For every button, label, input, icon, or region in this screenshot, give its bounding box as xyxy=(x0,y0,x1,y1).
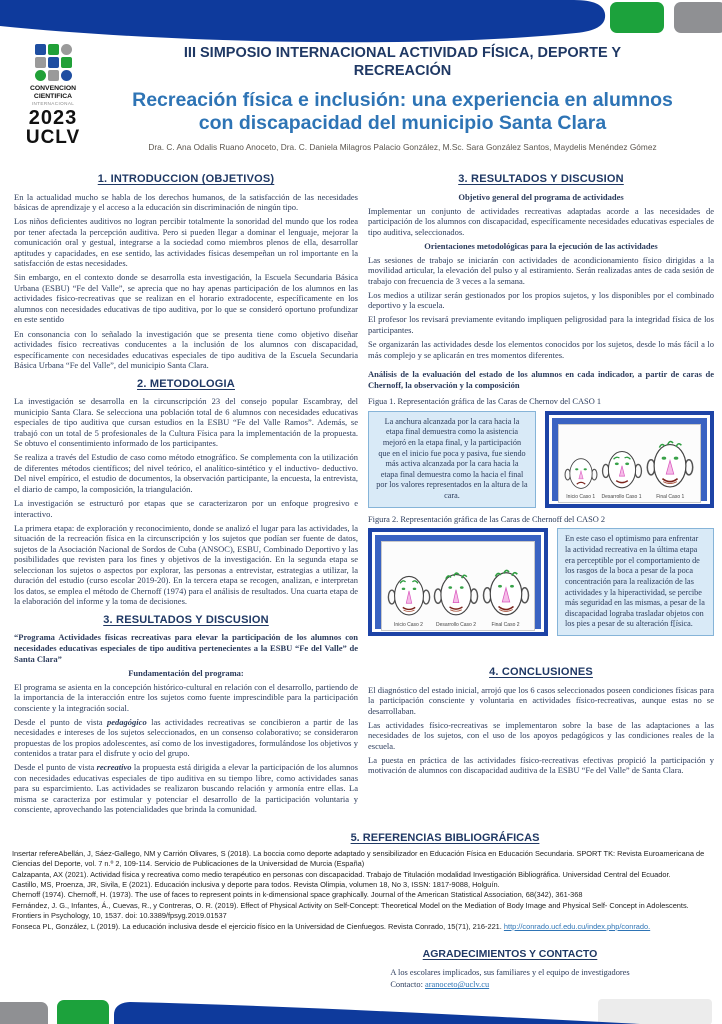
logo-line2: CIENTIFICA xyxy=(33,92,73,100)
objetivo-heading: Objetivo general del programa de actividades xyxy=(458,191,624,202)
chernoff-face xyxy=(482,565,530,621)
footer-wave-band xyxy=(0,994,722,1024)
left-column xyxy=(14,166,358,818)
section-heading-introduccion: 1. INTRODUCCION (OBJETIVOS) xyxy=(97,173,275,185)
face-label: Desarrollo Caso 2 xyxy=(435,621,477,628)
metodologia-paragraph: Se realiza a través del Estudio de caso como método etnográfico. Se complementa con la utilización de diferentes métodos científicos; del nivel teórico, el analítico-sintético y el inductivo- deductivo. Del nivel empírico, el estudio de documentos, la observación participante, la encuesta, la entrevista, el diario de campo, la composición, la triangulación. xyxy=(14,452,358,494)
logo-line3: INTERNACIONAL xyxy=(31,100,75,106)
conclusion-paragraph: El diagnóstico del estado inicial, arrojó que los 6 casos seleccionados poseen condiciones físicas para la participación consciente y voluntaria en actividades físico-recreativas, aunque estas no se desarrollaban. xyxy=(368,684,714,716)
orientaciones-heading: Orientaciones metodológicas para la ejecución de las actividades xyxy=(424,240,658,251)
metodologia-paragraph: La investigación se desarrolla en la circunscripción 23 del consejo popular Escambray, del municipio Santa Clara. Se selecciona una población total de 6 alumnos con necesidades educativas especiales de tipo auditiva que cursan estudios en la ESBU “Fe del Valle Ramos”. Además, se trabajó con un total de 5 profesionales de la Cultura Física para la implementación de la propuesta. Se obtuvo el consentimiento informado de los participantes. xyxy=(14,396,358,449)
intro-paragraph: Sin embargo, en el contexto donde se desarrolla esta investigación, la Escuela Secundaria Básica Urbana (ESBU) “Fe del Valle”, se aprecia que no hay apenas participación de los alumnos en las actividades físico-recreativas que se realizan en el horario extradocente, específicamente en los alumnos con necesidades educativas de tipo auditiva, por lo que se consideró oportuno profundizar en este sentido xyxy=(14,272,358,325)
section-heading-resultados-left: 3. RESULTADOS Y DISCUSION xyxy=(103,613,269,626)
section-heading-referencias: 5. REFERENCIAS BIBLIOGRÁFICAS xyxy=(350,832,540,844)
section-heading-resultados-right: 3. RESULTADOS Y DISCUSION xyxy=(458,173,624,185)
figure1-caption: Figua 1. Representación gráfica de las Caras de Chernov del CASO 1 xyxy=(368,397,602,407)
acknowledgements-line: A los escolares implicados, sus familiares y el equipo de investigadores xyxy=(390,968,630,977)
fundamentacion-heading: Fundamentación del programa: xyxy=(128,667,244,678)
logo-squares-icon xyxy=(24,44,82,81)
face-label: Inicio Caso 2 xyxy=(394,621,423,628)
logo-year: 2023 xyxy=(28,107,78,130)
right-column xyxy=(368,166,714,780)
orientaciones-paragraph: El profesor los revisará previamente evitando impliquen peligrosidad para la integridad física de los participantes. xyxy=(368,314,714,335)
reference-item: Castillo, MS, Proenza, JR, Sivila, E (2021). Educación inclusiva y deporte para todos. Revista Olimpia, volumen 18, No 3, ISSN: 1817-9088, Holguín. xyxy=(12,880,500,890)
logo-org: UCLV xyxy=(25,127,81,149)
conclusion-paragraph: La puesta en práctica de las actividades físico-recreativas efectivas propició la participación y motivación de alumnos con discapacidad auditiva de la ESBU “Fe del Valle” de Santa Clara. xyxy=(368,754,714,776)
section-heading-conclusiones: 4. CONCLUSIONES xyxy=(489,666,593,679)
acknowledgements-body xyxy=(390,967,629,991)
metodologia-paragraph: La investigación se estructuró por etapas que se caracterizaron por un enfoque progresivo e interactivo. xyxy=(14,498,358,519)
program-title: “Programa Actividades físicas recreativas para elevar la participación de los alumnos con necesidades educativas especiales de tipo auditiva pertenecientes a la ESBU “Fe del Valle” de Santa Clara” xyxy=(14,632,358,664)
header-titles xyxy=(95,44,710,152)
contact-email-link[interactable]: aranoceto@uclv.cu xyxy=(425,980,490,990)
figure2-row xyxy=(368,528,714,636)
conrado-journal-link[interactable]: http://conrado.ucf.edu.cu/index.php/conrado. xyxy=(503,921,651,931)
section-heading-metodologia: 2. METODOLOGIA xyxy=(137,377,235,390)
authors-line: Dra. C. Ana Odalis Ruano Anoceto, Dra. C. Daniela Milagros Palacio González, M.Sc. Sara González Santos, Maydelis Menéndez Gómez xyxy=(148,142,657,153)
objetivo-paragraph: Implementar un conjunto de actividades recreativas adaptadas acorde a las necesidades de participación de los alumnos con discapacidad, específicamente necesidades educativas especiales de tipo auditiva, seleccionados. xyxy=(368,205,714,237)
reference-item: Fonseca PL, González, L (2019). La educación inclusiva desde el ejercicio físico en la Universidad de Cienfuegos. Revista Conrado, 15(71), 216-221. http://conrado.ucf.edu.cu/index.php/conrado. xyxy=(12,921,651,931)
chernoff-face xyxy=(601,445,643,493)
figure1-row xyxy=(368,411,714,508)
orientaciones-paragraph: Las sesiones de trabajo se iniciarán con actividades de acondicionamiento físico dirigidas a la movilidad articular, la elevación del pulso y al estiramiento. Serán realizadas antes de cada sesión de trabajo con frecuencia de 3 veces a la semana. xyxy=(368,254,714,286)
intro-paragraph: En la actualidad mucho se habla de los derechos humanos, de la satisfacción de las necesidades básicas de aprendizaje y el acceso a la educación sin discriminación de ningún tipo. xyxy=(14,191,358,213)
fundamentacion-paragraph: El programa se asienta en la concepción histórico-cultural en relación con el desarrollo, partiendo de la importancia de la interacción entre los sujetos como fuente imprescindible para la participación consciente y la integración social. xyxy=(14,681,358,713)
figure1-note-box: La anchura alcanzada por la cara hacia la etapa final demuestra como la asistencia mejoró en la etapa final, y la participación que en el inicio fue poca y pasiva, fue siendo más activa alcanzada por la cara hacia la etapa final demuestra como la hacia el final por los valores representados en la altura de la cara. xyxy=(368,411,536,508)
acknowledgements-block xyxy=(300,948,720,992)
symposium-title: III SIMPOSIO INTERNACIONAL ACTIVIDAD FÍSICA, DEPORTE Y RECREACIÓN xyxy=(183,45,622,80)
uclv-convention-logo xyxy=(24,44,82,147)
intro-paragraph: En consonancia con lo señalado la investigación que se presenta tiene como objetivo diseñar actividades físico recreativas conducentes a la inclusión de los alumnos con discapacidad, específicamente con necesidades educativas especiales de tipo auditiva de la Escuela Secundaria Básica Urbana “Fe del Valle”, del municipio Santa Clara. xyxy=(14,328,358,371)
fundamentacion-paragraph: Desde el punto de vista recreativo la propuesta está dirigida a elevar la participación de los alumnos con necesidades educativas especiales de tipo auditiva en su tiempo libre, como actividades sanas para su esparcimiento. Las actividades se realizaron buscando relación y armonía entre ellas. La misma se caracteriza por estimular y potenciar el desarrollo de la participación voluntaria y consciente, aprovechando las potencialidades que brinda la comunidad. xyxy=(14,762,358,815)
reference-item: Fernández, J. G., Infantes, Á., Cuevas, R., y Contreras, O. R. (2019). Effect of Physical Activity on Self-Concept: Theoretical Model on the Mediation of Body Image and Physical Self- Concept in Adolescents. Frontiers in Psychology, 10, 1537. doi: 10.3389/fpsyg.2019.01537 xyxy=(12,900,689,921)
reference-item: Insertar refereAbellán, J, Sáez-Gallego, NM y Carrión Olivares, S (2018). La boccia como deporte adaptado y sensibilizador en Educación Física en Educación Secundaria. SPORT TK: Revista Euroamericana de Ciencias del Deporte, vol. 7 n.º 2, 109-114. Servicio de Publicaciones de la Universidad de Murcia (España) xyxy=(12,849,705,869)
reference-item: Calzapanta, AX (2021). Actividad física y recreativa como medio terapéutico en personas con discapacidad. Trabajo de Titulación modalidad Investigación Bibliográfica. Universidad Central del Ecuador. xyxy=(12,869,671,879)
chernoff-face xyxy=(387,569,431,621)
logo-line1: CONVENCION xyxy=(29,85,77,92)
orientaciones-paragraph: Se organizarán las actividades desde los elementos conocidos por los sujetos, desde lo más fácil a lo más complejo y se aplicarán en tres momentos diferentes. xyxy=(368,339,714,360)
figure2-note-box: En este caso el optimismo para enfrentar la actividad recreativa en la última etapa era perceptible por el comportamiento de los rasgos de la boca a pesar de la poca concentración para la realización de las actividades y la hiperactividad, se percibe más seguridad en las mismas, a pesar de la discapacidad lograba trasladar objetos con los pies a pesar de su alteración f[ísica. xyxy=(557,528,714,636)
face-label: Final Caso 1 xyxy=(656,493,685,500)
section-heading-agradecimientos: AGRADECIMIENTOS Y CONTACTO xyxy=(422,948,598,960)
chernoff-face xyxy=(564,453,598,493)
header-gray-block xyxy=(674,2,722,33)
face-label: Desarrollo Caso 1 xyxy=(601,493,642,500)
face-label: Final Caso 2 xyxy=(491,621,520,628)
figure2-chernoff-frame xyxy=(368,528,548,636)
references-list xyxy=(12,849,712,932)
conclusion-paragraph: Las actividades físico-recreativas se implementaron sobre la base de las adaptaciones a las necesidades de los sujetos, con el uso de los apoyos pedagógicos y las condiciones reales de la escuela. xyxy=(368,719,714,751)
contact-line: Contacto: aranoceto@uclv.cu xyxy=(390,980,490,990)
orientaciones-paragraph: Los medios a utilizar serán gestionados por los propios sujetos, y los disponibles por el combinado deportivo y la escuela. xyxy=(368,289,714,311)
intro-paragraph: Los niños deficientes auditivos no logran percibir totalmente la sonoridad del mundo que los rodea por tener afectada la percepción auditiva. Pero si pueden llegar a dominar el lenguaje, mejorar la comunicación oral y gestual, integrarse a la sociedad como miembros plenos de ella, desarrollar aptitudes y capacidades, en ese sentido, las actividades físicas desempeñan un rol importante en la satisfacción de estas necesidades. xyxy=(14,216,358,269)
chernoff-face xyxy=(433,567,479,621)
fundamentacion-paragraph: Desde el punto de vista pedagógico las actividades recreativas se concibieron a partir de las necesidades e intereses de los sujetos seleccionados, en un consenso colaborativo; se consideraron propuestas de los propios adolescentes, así como de los investigadores, formulándose los objetivos y contenidos a tratar para el disfrute y ocio del grupo. xyxy=(14,716,358,759)
figure2-caption: Figura 2. Representación gráfica de las Caras de Chernoff del CASO 2 xyxy=(368,514,606,524)
reference-item: Chernoff (1974). Chernoff, H. (1973). The use of faces to represent points in k-dimensional space graphically. Journal of the American Statistical Association, 68(342), 361-368 xyxy=(12,890,583,900)
poster-title: Recreación física e inclusión: una experiencia en alumnos con discapacidad del municipio Santa Clara xyxy=(132,89,673,134)
figure1-chernoff-frame xyxy=(545,411,714,508)
analisis-heading: Análisis de la evaluación del estado de los alumnos en cada indicador, a partir de caras de Chernoff, la observación y la composición xyxy=(368,369,714,390)
chernoff-face xyxy=(645,437,695,493)
metodologia-paragraph: La primera etapa: de exploración y reconocimiento, donde se analizó el lugar para las actividades, la situación de la recreación física en la circunscripción y los sujetos que podían ser fuente de datos, sujetos de la Asociación Nacional de Sordos de Cuba (ANSOC), ESBU, Combinado Deportivo y las posibilidades que revisten para los fines y objetivos de la investigación. En la segunda etapa se seleccionan los sujetos o aspectos por explorar, las personas a entrevistar, estrategias a utilizar, la duración del estudio (curso escolar 2019-20). En la tercera etapa se recogen, analizan, e interpretan los datos, se emplea el método de Chernoff (1974) para el análisis de resultados. Una cuarta etapa de la elaboración del informe y la toma de decisiones. xyxy=(14,522,358,607)
face-label: Inicio Caso 1 xyxy=(566,493,596,500)
header-green-block xyxy=(610,2,664,33)
